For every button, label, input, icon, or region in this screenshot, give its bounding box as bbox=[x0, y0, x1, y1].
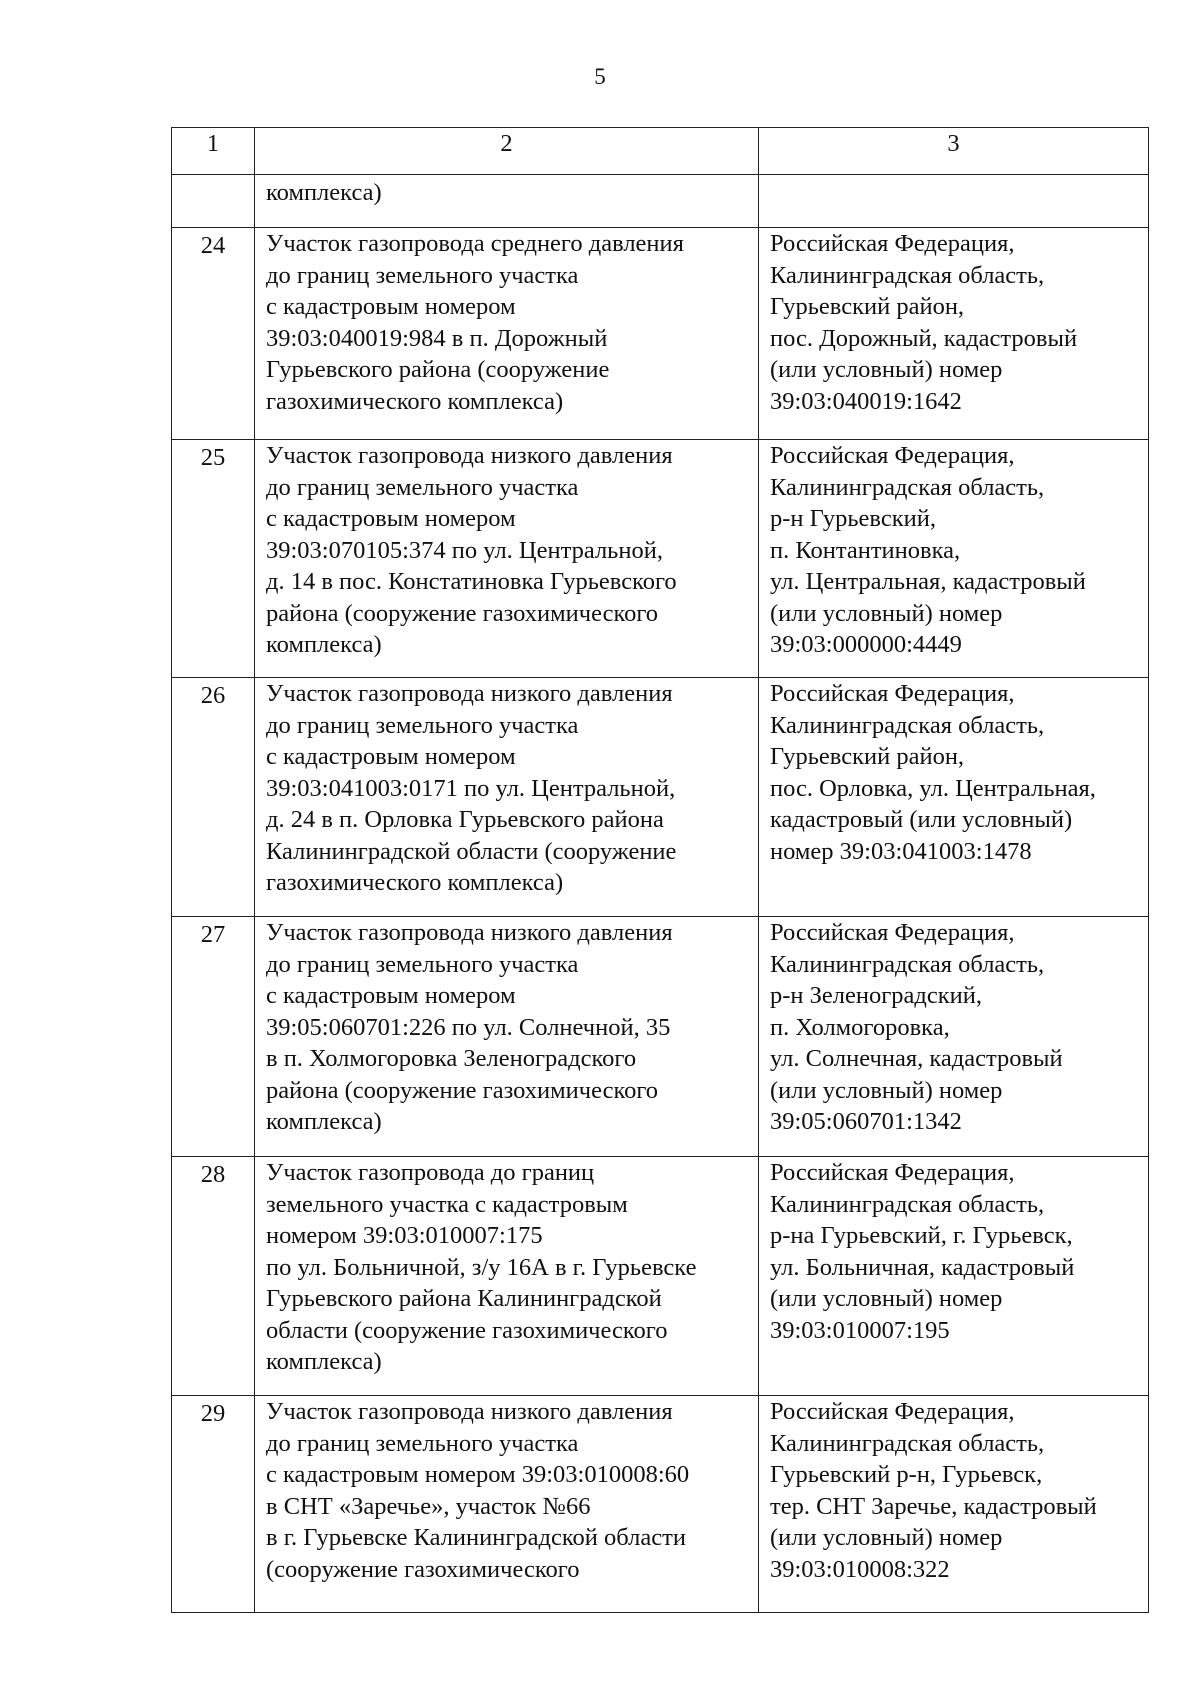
address-line: (или условный) номер bbox=[770, 356, 1003, 383]
address-cell bbox=[759, 228, 1149, 440]
address-line: п. Контантиновка, bbox=[770, 536, 961, 564]
header-cell-2: 2 bbox=[255, 128, 759, 175]
address-line: Гурьевский р-н, Гурьевск, bbox=[770, 1461, 1043, 1488]
address-line: Гурьевский район, bbox=[770, 293, 965, 320]
address-line: (или условный) номер bbox=[770, 599, 1003, 627]
description-line: комплекса) bbox=[266, 1108, 382, 1135]
address-line: (или условный) номер bbox=[770, 1076, 1003, 1104]
address-line: Российская Федерация, bbox=[770, 442, 1015, 469]
address-line: 39:03:010007:195 bbox=[770, 1316, 950, 1344]
description-line: в СНТ «Заречье», участок №66 bbox=[266, 1492, 591, 1520]
address-line: 39:03:040019:1642 bbox=[770, 387, 962, 415]
description-line: номером 39:03:010007:175 bbox=[266, 1222, 543, 1249]
description-line: Гурьевского района Калининградской bbox=[266, 1285, 662, 1312]
description-line: комплекса) bbox=[266, 1348, 382, 1375]
address-cell bbox=[759, 440, 1149, 678]
description-line: газохимического комплекса) bbox=[266, 387, 564, 415]
address-line: пос. Орловка, ул. Центральная, bbox=[770, 774, 1096, 802]
description-line: с кадастровым номером bbox=[266, 743, 516, 770]
description-cell bbox=[255, 440, 759, 678]
table-row bbox=[172, 1157, 1149, 1396]
address-cell bbox=[759, 1396, 1149, 1613]
address-line: р-н Зеленоградский, bbox=[770, 982, 983, 1009]
description-line: района (сооружение газохимического bbox=[266, 1076, 659, 1104]
description-line: Участок газопровода низкого давления bbox=[266, 919, 673, 946]
description-line: Участок газопровода низкого давления bbox=[266, 680, 673, 707]
description-line: с кадастровым номером bbox=[266, 982, 516, 1009]
description-line: Участок газопровода до границ bbox=[266, 1159, 595, 1186]
description-line: в п. Холмогоровка Зеленоградского bbox=[266, 1045, 637, 1072]
row-number-cell: 25 bbox=[172, 440, 255, 678]
address-line: Российская Федерация, bbox=[770, 1398, 1015, 1425]
table-row bbox=[172, 228, 1149, 440]
continuation-row bbox=[172, 175, 1149, 228]
address-line: Калининградская область, bbox=[770, 261, 1045, 289]
description-line: до границ земельного участка bbox=[266, 711, 579, 739]
row-number-cell: 29 bbox=[172, 1396, 255, 1613]
description-line: до границ земельного участка bbox=[266, 1429, 579, 1457]
address-line: Калининградская область, bbox=[770, 1190, 1045, 1218]
description-line: с кадастровым номером 39:03:010008:60 bbox=[266, 1461, 690, 1488]
description-line: комплекса) bbox=[266, 179, 382, 206]
address-line: 39:03:010008:322 bbox=[770, 1555, 950, 1583]
row-number-cell bbox=[172, 175, 255, 228]
table-row bbox=[172, 678, 1149, 917]
address-line: ул. Больничная, кадастровый bbox=[770, 1253, 1075, 1281]
address-line: Калининградская область, bbox=[770, 473, 1045, 501]
description-line: Участок газопровода низкого давления bbox=[266, 1398, 673, 1425]
address-line: Калининградская область, bbox=[770, 950, 1045, 978]
address-line: 39:03:000000:4449 bbox=[770, 631, 962, 658]
description-cell bbox=[255, 1157, 759, 1396]
address-line: кадастровый (или условный) bbox=[770, 806, 1073, 833]
address-line: Калининградская область, bbox=[770, 711, 1045, 739]
address-cell bbox=[759, 678, 1149, 917]
description-cell bbox=[255, 1396, 759, 1613]
description-line: д. 14 в пос. Констатиновка Гурьевского bbox=[266, 568, 677, 595]
objects-table bbox=[171, 127, 1149, 1613]
address-line: пос. Дорожный, кадастровый bbox=[770, 324, 1078, 352]
address-line: номер 39:03:041003:1478 bbox=[770, 837, 1032, 865]
address-cell bbox=[759, 917, 1149, 1157]
description-line: в г. Гурьевске Калининградской области bbox=[266, 1524, 686, 1551]
description-line: района (сооружение газохимического bbox=[266, 599, 659, 627]
address-line: (или условный) номер bbox=[770, 1285, 1003, 1312]
description-line: комплекса) bbox=[266, 631, 382, 658]
address-cell bbox=[759, 1157, 1149, 1396]
address-line: Российская Федерация, bbox=[770, 230, 1015, 257]
description-line: до границ земельного участка bbox=[266, 950, 579, 978]
description-cell bbox=[255, 175, 759, 228]
address-line: ул. Солнечная, кадастровый bbox=[770, 1045, 1063, 1072]
description-line: Калининградской области (сооружение bbox=[266, 837, 677, 865]
description-line: 39:03:040019:984 в п. Дорожный bbox=[266, 324, 608, 352]
address-line: (или условный) номер bbox=[770, 1524, 1003, 1551]
header-cell-1: 1 bbox=[172, 128, 255, 175]
description-line: Участок газопровода среднего давления bbox=[266, 230, 684, 257]
row-number-cell: 28 bbox=[172, 1157, 255, 1396]
description-line: 39:03:070105:374 по ул. Центральной, bbox=[266, 536, 663, 564]
description-line: (сооружение газохимического bbox=[266, 1555, 580, 1583]
description-line: до границ земельного участка bbox=[266, 261, 579, 289]
description-line: Гурьевского района (сооружение bbox=[266, 356, 610, 383]
table-row bbox=[172, 1396, 1149, 1613]
description-line: газохимического комплекса) bbox=[266, 869, 564, 896]
address-line: р-на Гурьевский, г. Гурьевск, bbox=[770, 1222, 1073, 1249]
description-line: д. 24 в п. Орловка Гурьевского района bbox=[266, 806, 664, 833]
description-line: Участок газопровода низкого давления bbox=[266, 442, 673, 469]
description-line: до границ земельного участка bbox=[266, 473, 579, 501]
header-cell-3: 3 bbox=[759, 128, 1149, 175]
table-header-row bbox=[172, 128, 1149, 175]
address-line: п. Холмогоровка, bbox=[770, 1013, 950, 1041]
description-line: 39:05:060701:226 по ул. Солнечной, 35 bbox=[266, 1013, 671, 1041]
address-line: 39:05:060701:1342 bbox=[770, 1108, 962, 1135]
description-cell bbox=[255, 228, 759, 440]
description-line: с кадастровым номером bbox=[266, 293, 516, 320]
page-number: 5 bbox=[594, 64, 606, 89]
description-line: области (сооружение газохимического bbox=[266, 1316, 668, 1344]
address-cell bbox=[759, 175, 1149, 228]
row-number-cell: 27 bbox=[172, 917, 255, 1157]
description-line: с кадастровым номером bbox=[266, 505, 516, 532]
address-line: ул. Центральная, кадастровый bbox=[770, 568, 1086, 595]
row-number-cell: 24 bbox=[172, 228, 255, 440]
table-row bbox=[172, 440, 1149, 678]
address-line: Российская Федерация, bbox=[770, 680, 1015, 707]
description-cell bbox=[255, 678, 759, 917]
table-row bbox=[172, 917, 1149, 1157]
description-cell bbox=[255, 917, 759, 1157]
description-line: земельного участка с кадастровым bbox=[266, 1190, 628, 1218]
address-line: Российская Федерация, bbox=[770, 919, 1015, 946]
address-line: Российская Федерация, bbox=[770, 1159, 1015, 1186]
address-line: р-н Гурьевский, bbox=[770, 505, 936, 532]
address-line: тер. СНТ Заречье, кадастровый bbox=[770, 1492, 1097, 1520]
address-line: Калининградская область, bbox=[770, 1429, 1045, 1457]
row-number-cell: 26 bbox=[172, 678, 255, 917]
address-line: Гурьевский район, bbox=[770, 743, 965, 770]
description-line: по ул. Больничной, з/у 16А в г. Гурьевске bbox=[266, 1253, 697, 1281]
description-line: 39:03:041003:0171 по ул. Центральной, bbox=[266, 774, 676, 802]
